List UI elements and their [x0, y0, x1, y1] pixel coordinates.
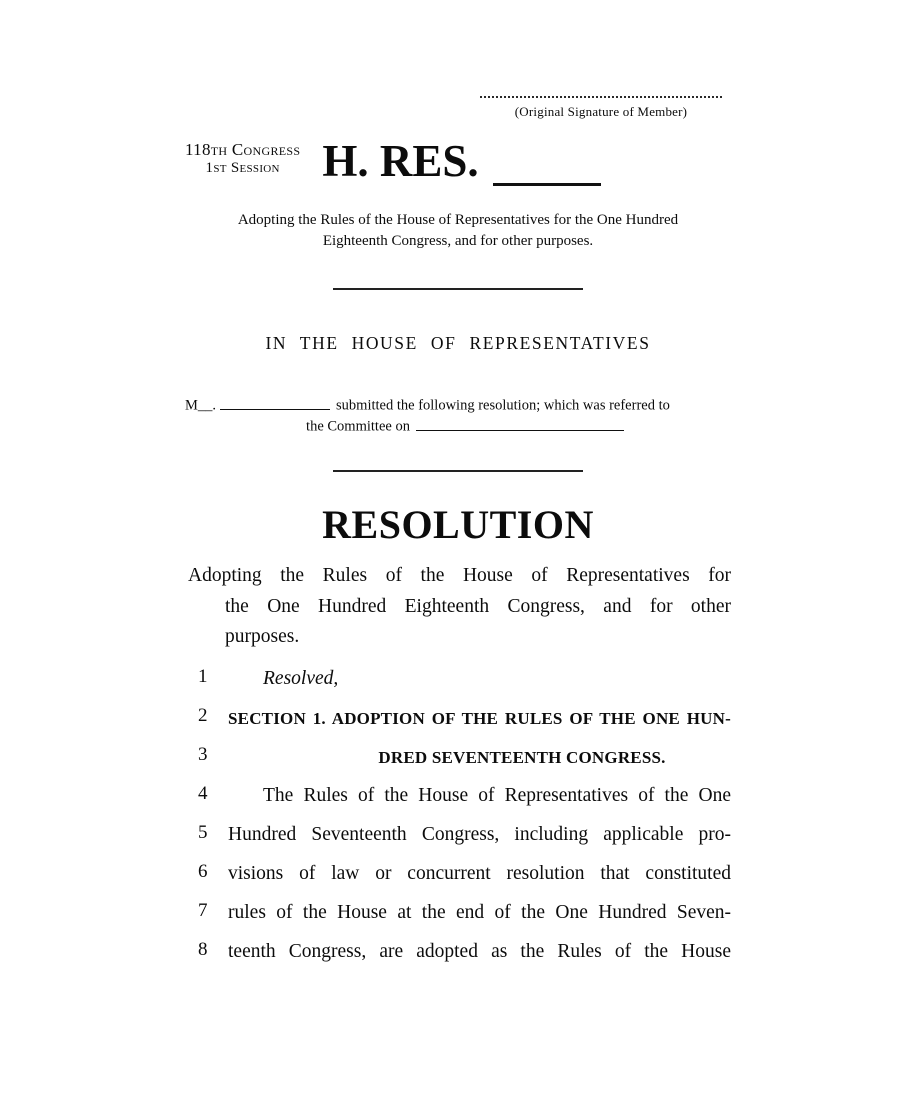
- preamble-line: purposes.: [225, 626, 300, 647]
- bill-number: [322, 137, 600, 185]
- line-number: 1: [198, 665, 208, 687]
- submission-clause: [185, 395, 731, 437]
- congress-session-block: [185, 137, 300, 177]
- resolved-clause: Resolved,: [263, 667, 339, 689]
- body-text-line: The Rules of the House of Representatives of the One: [263, 784, 731, 806]
- line-number: 7: [198, 899, 208, 921]
- congress-label: 118th Congress: [185, 140, 301, 159]
- line-number: 2: [198, 704, 208, 726]
- body-text-line: Hundred Seventeenth Congress, including applicable pro-: [228, 823, 731, 845]
- line-number: 5: [198, 821, 208, 843]
- line-number: 6: [198, 860, 208, 882]
- bill-short-title: [185, 210, 731, 251]
- section-heading-line: DRED SEVENTEENTH CONGRESS.: [378, 747, 666, 767]
- bill-content-column: [185, 96, 731, 978]
- signature-block: [480, 96, 722, 120]
- bill-type-label: H. RES.: [322, 136, 479, 186]
- preamble-line: the One Hundred Eighteenth Congress, and for other: [225, 595, 731, 617]
- line-number: 4: [198, 782, 208, 804]
- separator-rule: [333, 470, 583, 472]
- committee-prefix: the Committee on: [306, 418, 410, 435]
- bill-text-line: [185, 900, 731, 939]
- body-text-line: teenth Congress, are adopted as the Rules of the House: [228, 940, 731, 962]
- short-title-line: Eighteenth Congress, and for other purposes.: [322, 232, 594, 249]
- sponsor-prefix: M__.: [185, 397, 217, 414]
- body-text-line: rules of the House at the end of the One Hundred Seven-: [228, 901, 731, 923]
- bill-text-line: [185, 861, 731, 900]
- submission-text: submitted the following resolution; which was referred to: [336, 397, 670, 414]
- chamber-heading: IN THE HOUSE OF REPRESENTATIVES: [265, 333, 651, 353]
- body-text-line: visions of law or concurrent resolution that constituted: [228, 862, 731, 884]
- separator-rule: [333, 288, 583, 290]
- short-title-line: Adopting the Rules of the House of Representatives for the One Hundred: [237, 212, 679, 228]
- line-number: 3: [198, 743, 208, 765]
- bill-number-blank: [493, 183, 601, 186]
- submission-line-1: [185, 395, 731, 416]
- line-number: 8: [198, 938, 208, 960]
- bill-page: [0, 96, 916, 1120]
- committee-name-blank: [416, 416, 624, 431]
- preamble: [185, 561, 731, 653]
- bill-header-row: [185, 137, 731, 185]
- bill-text-line: [185, 744, 731, 783]
- bill-text-line: [185, 822, 731, 861]
- bill-text-line: [185, 783, 731, 822]
- submission-line-2: [185, 416, 731, 437]
- preamble-line: Adopting the Rules of the House of Representatives for: [188, 565, 731, 586]
- signature-caption: (Original Signature of Member): [514, 104, 688, 119]
- session-label: 1st Session: [205, 160, 280, 176]
- bill-body: [185, 666, 731, 978]
- bill-text-line: [185, 939, 731, 978]
- bill-text-line: [185, 705, 731, 744]
- resolution-heading: RESOLUTION: [322, 502, 594, 547]
- section-heading-line: SECTION 1. ADOPTION OF THE RULES OF THE ONE HUN-: [228, 708, 731, 728]
- bill-text-line: [185, 666, 731, 705]
- sponsor-name-blank: [220, 395, 330, 410]
- signature-dotted-line: [480, 96, 722, 98]
